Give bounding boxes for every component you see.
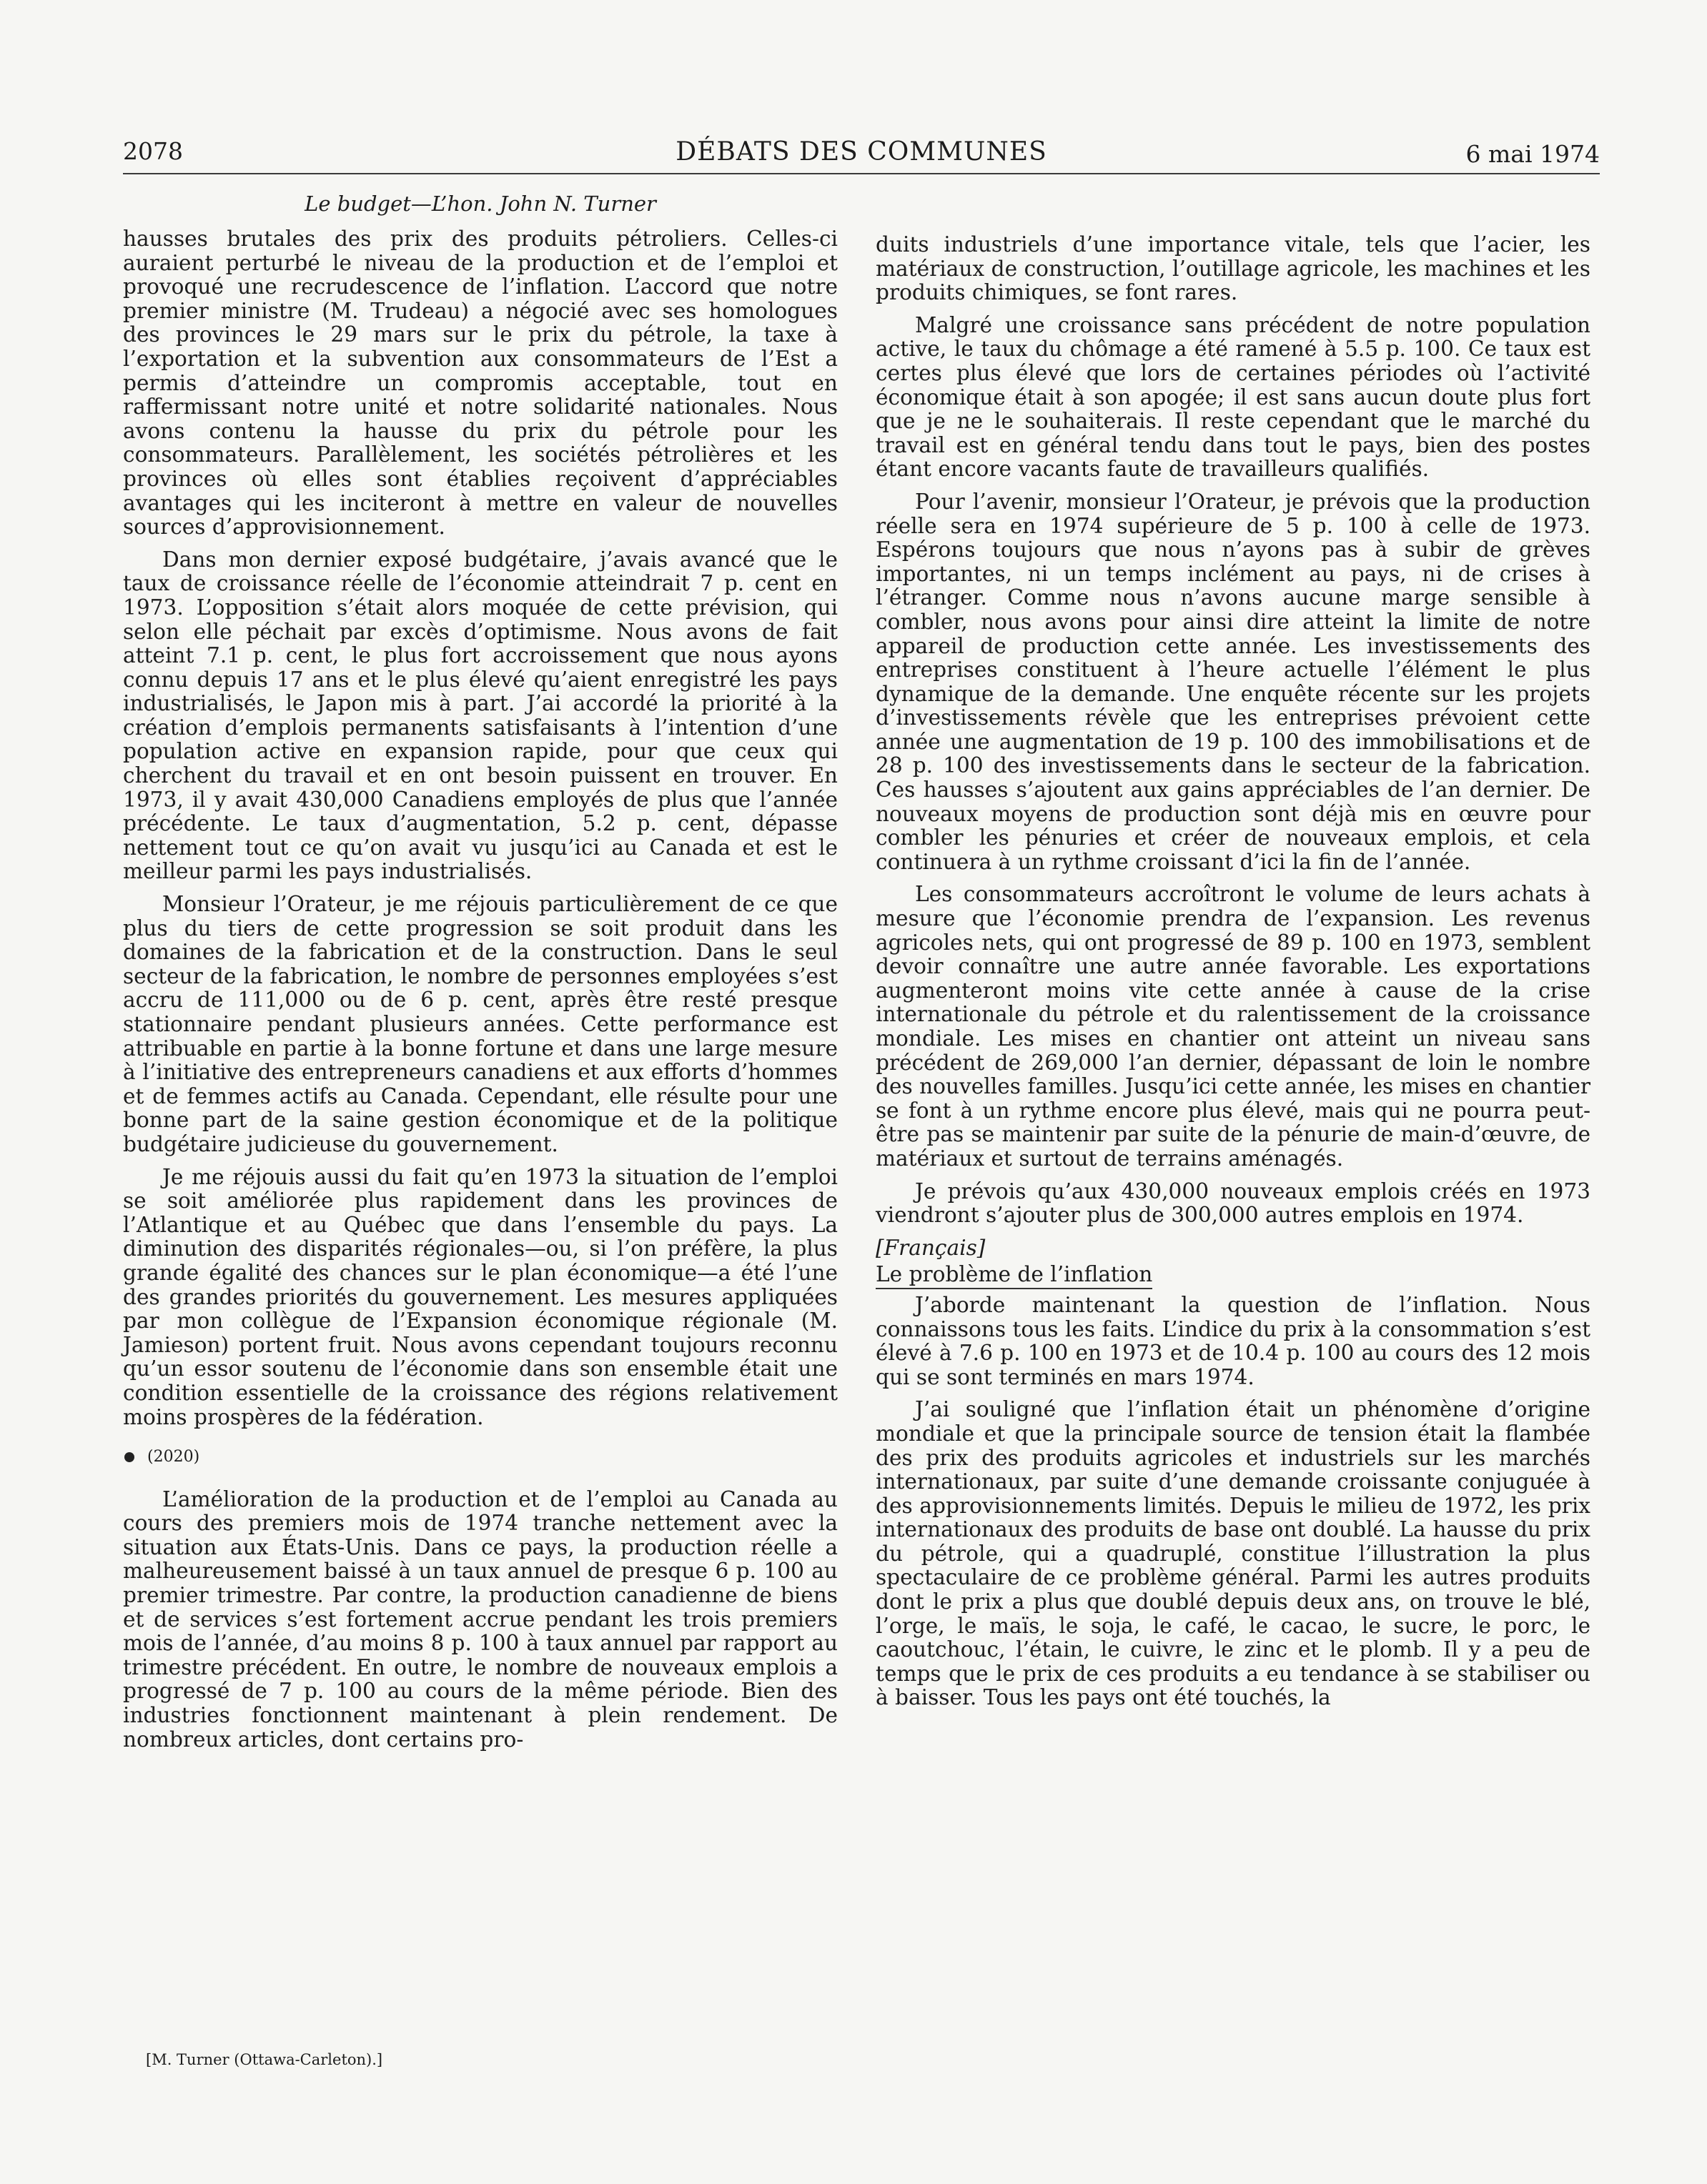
paragraph: Je prévois qu’aux 430,000 nouveaux emplois créés en 1973 viendront s’ajouter plus de 300,000 autres emplois en 1974. (876, 1178, 1590, 1228)
running-subheader: Le budget—L’hon. John N. Turner (305, 192, 656, 216)
left-column (123, 227, 838, 1760)
paragraph: Pour l’avenir, monsieur l’Orateur, je prévois que la production réelle sera en 1974 supérieure de 5 p. 100 à celle de 1973. Espérons toujours que nous n’ayons pas à subir de grèves importantes, ni un temps inclément au pays, ni de crises à l’étranger. Comme nous n’avons aucune marge sensible à combler, nous avons pour ainsi dire atteint la limite de notre appareil de production cette année. Les investissements des entreprises constituent à l’heure actuelle l’élément le plus dynamique de la demande. Une enquête récente sur les projets d’investissements révèle que les entreprises prévoient cette année une augmentation de 19 p. 100 des immobilisations et de 28 p. 100 des investissements dans le secteur de la fabrication. Ces hausses s’ajoutent aux gains appréciables de l’an dernier. De nouveaux moyens de production sont déjà mis en œuvre pour combler les pénuries et créer de nouveaux emplois, et cela continuera à un rythme croissant d’ici la fin de l’année. (876, 489, 1590, 874)
sitting-date: 6 mai 1974 (1465, 140, 1600, 168)
paragraph: Je me réjouis aussi du fait qu’en 1973 la situation de l’emploi se soit améliorée plus rapidement dans les provinces de l’Atlantique et au Québec que dans l’ensemble du pays. La diminution des disparités régionales—ou, si l’on préfère, la plus grande égalité des chances sur le plan économique—a été l’une des grandes priorités du gouvernement. Les mesures appliquées par mon collègue de l’Expansion économique régionale (M. Jamieson) portent fruit. Nous avons cependant toujours reconnu qu’un essor soutenu de l’économie dans son ensemble était une condition essentielle de la croissance des régions relativement moins prospères de la fédération. (123, 1164, 838, 1429)
section-heading: Le problème de l’inflation (876, 1263, 1152, 1289)
paragraph: duits industriels d’une importance vitale, tels que l’acier, les matériaux de construction, l’outillage agricole, les machines et les produits chimiques, se font rares. (876, 232, 1590, 305)
paragraph: J’ai souligné que l’inflation était un phénomène d’origine mondiale et que la principale source de tension était la flambée des prix des produits agricoles et industriels sur les marchés internationaux, par suite d’une demande croissante conjuguée à des approvisionnements limités. Depuis le milieu de 1972, les prix internationaux des produits de base ont doublé. La hausse du prix du pétrole, qui a quadruplé, constitue l’illustration la plus spectaculaire de ce problème général. Parmi les autres produits dont le prix a plus que doublé depuis deux ans, on trouve le blé, l’orge, le maïs, le soja, le café, le cacao, le sucre, le porc, le caoutchouc, l’étain, le cuivre, le zinc et le plomb. Il y a peu de temps que le prix de ces produits a eu tendance à se stabiliser ou à baisser. Tous les pays ont été touchés, la (876, 1397, 1590, 1710)
publication-title: DÉBATS DES COMMUNES (676, 137, 1047, 167)
paragraph: Dans mon dernier exposé budgétaire, j’avais avancé que le taux de croissance réelle de l’économie atteindrait 7 p. cent en 1973. L’opposition s’était alors moquée de cette prévision, qui selon elle péchait par excès d’optimisme. Nous avons de fait atteint 7.1 p. cent, le plus fort accroissement que nous ayons connu depuis 17 ans et le plus élevé qu’aient enregistré les pays industrialisés, le Japon mis à part. J’ai accordé la priorité à la création d’emplois permanents satisfaisants à l’intention d’une population active en expansion rapide, pour que ceux qui cherchent du travail et en ont besoin puissent en trouver. En 1973, il y avait 430,000 Canadiens employés de plus que l’année précédente. Le taux d’augmentation, 5.2 p. cent, dépasse nettement tout ce qu’on avait vu jusqu’ici au Canada et est le meilleur parmi les pays industrialisés. (123, 547, 838, 884)
page-header (123, 137, 1600, 174)
paragraph: Les consommateurs accroîtront le volume de leurs achats à mesure que l’économie prendra de l’expansion. Les revenus agricoles nets, qui ont progressé de 89 p. 100 en 1973, semblent devoir connaître une autre année favorable. Les exportations augmenteront moins vite cette année à cause de la crise internationale du pétrole et du ralentissement de la croissance mondiale. Les mises en chantier ont atteint un niveau sans précédent de 269,000 l’an dernier, dépassant de loin le nombre des nouvelles familles. Jusqu’ici cette année, les mises en chantier se font à un rythme encore plus élevé, mais qui ne pourra peut-être pas se maintenir par suite de la pénurie de main-d’œuvre, de matériaux et surtout de terrains aménagés. (876, 882, 1590, 1171)
bullet-icon (124, 1452, 134, 1462)
paragraph: hausses brutales des prix des produits pétroliers. Celles-ci auraient perturbé le niveau de la production et de l’emploi et provoqué une recrudescence de l’inflation. L’accord que notre premier ministre (M. Trudeau) a négocié avec ses homologues des provinces le 29 mars sur le prix du pétrole, la taxe à l’exportation et la subvention aux consommateurs de l’Est a permis d’atteindre un compromis acceptable, tout en raffermissant notre unité et notre solidarité nationales. Nous avons contenu la hausse du prix du pétrole pour les consommateurs. Parallèlement, les sociétés pétrolières et les provinces où elles sont établies reçoivent d’appréciables avantages qui les inciteront à mettre en valeur de nouvelles sources d’approvisionnement. (123, 227, 838, 540)
page-number: 2078 (123, 137, 183, 165)
speaker-footnote: [M. Turner (Ottawa-Carleton).] (146, 2051, 383, 2068)
paragraph: Monsieur l’Orateur, je me réjouis particulièrement de ce que plus du tiers de cette progression se soit produit dans les domaines de la fabrication et de la construction. Dans le seul secteur de la fabrication, le nombre de personnes employées s’est accru de 111,000 ou de 6 p. cent, après être resté presque stationnaire pendant plusieurs années. Cette performance est attribuable en partie à la bonne fortune et dans une large mesure à l’initiative des entrepreneurs canadiens et aux efforts d’hommes et de femmes actifs au Canada. Cependant, elle résulte pour une bonne part de la saine gestion économique et de la politique budgétaire judicieuse du gouvernement. (123, 892, 838, 1156)
language-note: [Français] (876, 1235, 986, 1260)
time-marker (123, 1445, 838, 1469)
right-column (876, 233, 1590, 1719)
paragraph: L’amélioration de la production et de l’emploi au Canada au cours des premiers mois de 1974 tranche nettement avec la situation aux États-Unis. Dans ce pays, la production réelle a malheureusement baissé à un taux annuel de presque 6 p. 100 au premier trimestre. Par contre, la production canadienne de biens et de services s’est fortement accrue pendant les trois premiers mois de l’année, d’au moins 8 p. 100 à taux annuel par rapport au trimestre précédent. En outre, le nombre de nouveaux emplois a progressé de 7 p. 100 au cours de la même période. Bien des industries fonctionnent maintenant à plein rendement. De nombreux articles, dont certains pro- (123, 1486, 838, 1752)
paragraph: J’aborde maintenant la question de l’inflation. Nous connaissons tous les faits. L’indice du prix à la consommation s’est élevé à 7.6 p. 100 en 1973 et de 10.4 p. 100 au cours des 12 mois qui se sont terminés en mars 1974. (876, 1292, 1590, 1389)
paragraph: Malgré une croissance sans précédent de notre population active, le taux du chômage a été ramené à 5.5 p. 100. Ce taux est certes plus élevé que lors de certaines périodes où l’activité économique était à son apogée; il est sans aucun doute plus fort que je ne le souhaiterais. Il reste cependant que le marché du travail est en général tendu dans tout le pays, bien des postes étant encore vacants faute de travailleurs qualifiés. (876, 312, 1590, 482)
time-marker-label: (2020) (147, 1448, 200, 1466)
